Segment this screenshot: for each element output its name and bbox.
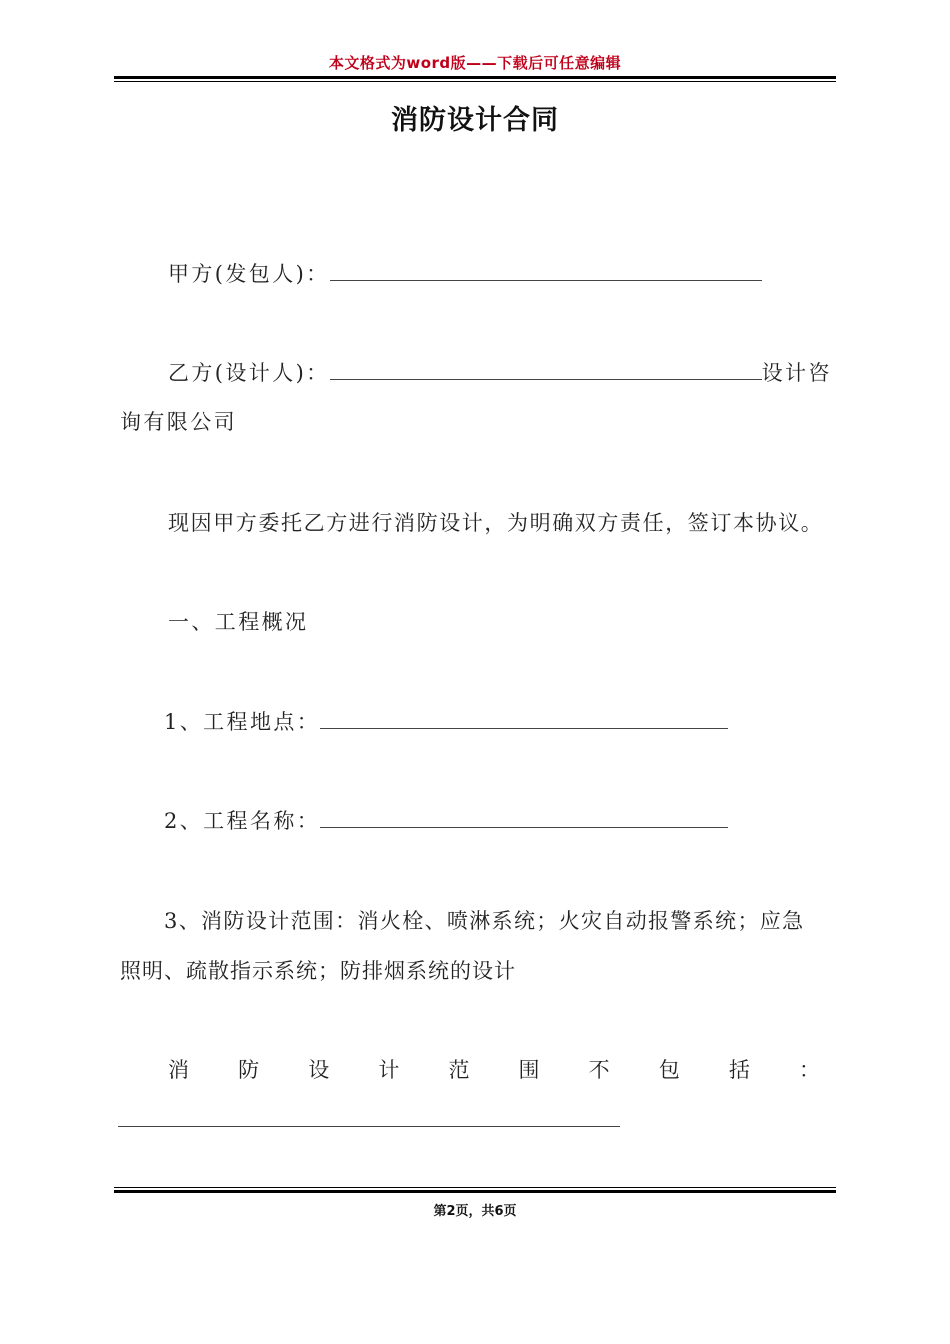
header-rule-thin (114, 81, 836, 82)
party-b-label: 乙方(设计人)： (168, 361, 330, 385)
exclusion-blank (118, 1126, 620, 1127)
item-name-label: 2、工程名称： (164, 809, 321, 833)
exclusion-char: 范 (448, 1058, 470, 1082)
exclusion-char: 计 (378, 1058, 400, 1082)
page-indicator: 第2页，共6页 (433, 1204, 517, 1219)
exclusion-char: 消 (168, 1058, 189, 1082)
item-location-label: 1、工程地点： (164, 710, 321, 734)
party-a-label: 甲方(发包人)： (168, 262, 330, 286)
item-scope-line2: 照明、疏散指示系统；防排烟系统的设计 (120, 959, 516, 983)
party-a-line (168, 258, 762, 288)
exclusion-char: 括 (728, 1058, 750, 1082)
item-scope-line1: 3、消防设计范围：消火栓、喷淋系统；火灾自动报警系统；应急 (164, 909, 805, 933)
party-b-line (168, 357, 832, 387)
preamble: 现因甲方委托乙方进行消防设计，为明确双方责任，签订本协议。 (168, 511, 824, 535)
footer-rule-thin (114, 1187, 836, 1188)
header-rule (114, 76, 836, 79)
exclusion-char: 包 (658, 1058, 680, 1082)
footer-rule (114, 1190, 836, 1193)
party-a-blank (330, 279, 762, 281)
item-name-blank (320, 826, 728, 828)
exclusion-line (168, 1054, 820, 1084)
party-b-blank (330, 378, 762, 380)
exclusion-char: 设 (308, 1058, 330, 1082)
document-title: 消防设计合同 (391, 105, 559, 136)
exclusion-char: ： (798, 1058, 820, 1082)
party-b-line2: 询有限公司 (120, 410, 237, 434)
exclusion-char: 防 (238, 1058, 260, 1082)
header-note: 本文格式为word版——下载后可任意编辑 (328, 54, 622, 72)
item-name-line (164, 805, 728, 835)
exclusion-char: 围 (518, 1058, 540, 1082)
party-b-suffix: 设计咨 (761, 361, 832, 385)
section-heading: 一、工程概况 (168, 610, 309, 634)
item-location-line (164, 706, 728, 736)
exclusion-char: 不 (588, 1058, 610, 1082)
item-location-blank (320, 727, 728, 729)
